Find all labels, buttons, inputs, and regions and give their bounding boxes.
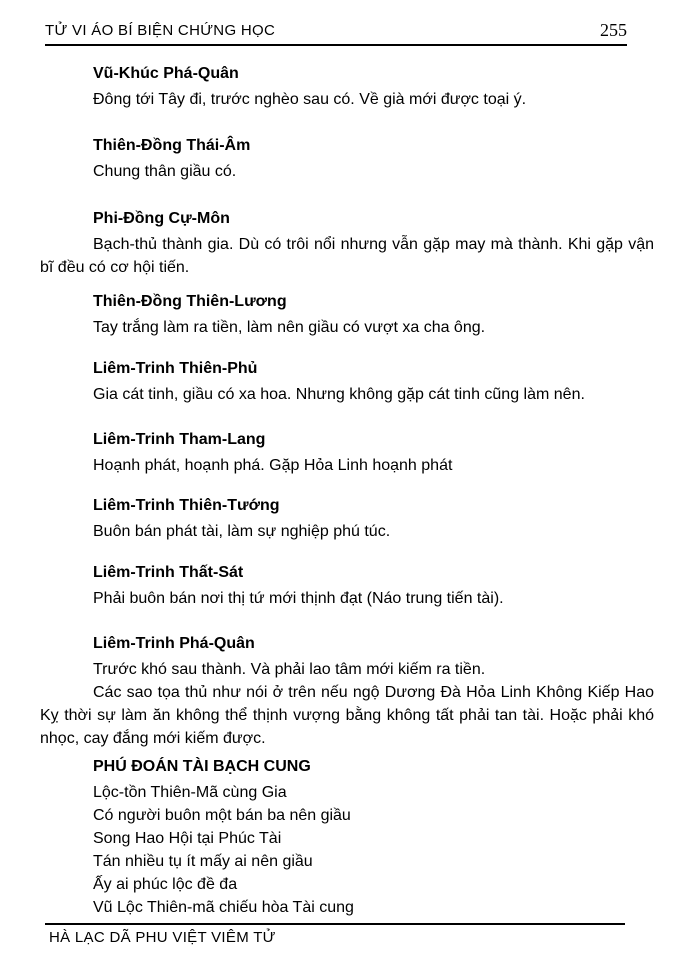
section-heading: Liêm-Trinh Thất-Sát: [93, 564, 244, 581]
verse-line: Lộc-tồn Thiên-Mã cùng Gia: [93, 784, 287, 801]
section-paragraph: Đông tới Tây đi, trước nghèo sau có. Về già mới được toại ý.: [93, 91, 527, 108]
section-paragraph: Các sao tọa thủ như nói ở trên nếu ngộ Dương Đà Hỏa Linh Không Kiếp Hao Kỵ thời sự làm ăn không thể thịnh vượng bằng không tất phải tan tài. Hoặc phải khó nhọc, cay đắng mới kiếm được.: [40, 684, 654, 747]
section-liem-trinh-tham-lang: [40, 428, 654, 477]
section-liem-trinh-thien-phu: [40, 357, 654, 406]
section-heading: Liêm-Trinh Phá-Quân: [93, 635, 255, 652]
section-heading: Phi-Đồng Cự-Môn: [93, 210, 230, 227]
section-liem-trinh-thien-tuong: [40, 494, 654, 543]
running-title: TỬ VI ÁO BÍ BIỆN CHỨNG HỌC: [45, 22, 276, 39]
section-paragraph: Hoạnh phát, hoạnh phá. Gặp Hỏa Linh hoạnh phát: [93, 457, 453, 474]
page-content: [40, 62, 654, 919]
footer-author: HÀ LẠC DÃ PHU VIỆT VIÊM TỬ: [49, 929, 276, 946]
section-paragraph: Tay trắng làm ra tiền, làm nên giầu có vượt xa cha ông.: [93, 319, 486, 336]
verse-line: Vũ Lộc Thiên-mã chiếu hòa Tài cung: [93, 899, 354, 916]
verse-line: Tán nhiều tụ ít mấy ai nên giầu: [93, 853, 313, 870]
section-liem-trinh-pha-quan: [40, 632, 654, 750]
verse-line: Ấy ai phúc lộc đề đa: [93, 876, 238, 893]
phu-heading: PHÚ ĐOÁN TÀI BẠCH CUNG: [93, 758, 311, 775]
section-phi-dong-cu-mon: [40, 207, 654, 279]
section-paragraph: Gia cát tinh, giầu có xa hoa. Nhưng không gặp cát tinh cũng làm nên.: [93, 386, 585, 403]
section-heading: Liêm-Trinh Tham-Lang: [93, 431, 266, 448]
verse-line: Có người buôn một bán ba nên giầu: [93, 807, 351, 824]
section-heading: Liêm-Trinh Thiên-Tướng: [93, 497, 280, 514]
verse-line: Song Hao Hội tại Phúc Tài: [93, 830, 282, 847]
section-paragraph: Chung thân giầu có.: [93, 163, 237, 180]
section-heading: Liêm-Trinh Thiên-Phủ: [93, 360, 258, 377]
section-paragraph: Trước khó sau thành. Và phải lao tâm mới kiếm ra tiền.: [93, 661, 486, 678]
section-liem-trinh-that-sat: [40, 561, 654, 610]
section-phu-doan-tai-bach-cung: [40, 755, 654, 919]
page-footer: [45, 923, 625, 947]
section-paragraph: Buôn bán phát tài, làm sự nghiệp phú túc.: [93, 523, 391, 540]
section-vu-khuc-pha-quan: [40, 62, 654, 111]
section-paragraph: Bạch-thủ thành gia. Dù có trôi nổi nhưng vẫn gặp may mà thành. Khi gặp vận bĩ đều có cơ hội tiến.: [40, 236, 654, 276]
section-heading: Thiên-Đồng Thái-Âm: [93, 137, 251, 154]
section-paragraph: Phải buôn bán nơi thị tứ mới thịnh đạt (Náo trung tiến tài).: [93, 590, 504, 607]
page-header: [45, 21, 627, 46]
section-heading: Vũ-Khúc Phá-Quân: [93, 65, 239, 82]
section-thien-dong-thien-luong: [40, 290, 654, 339]
page-number: 255: [600, 20, 627, 40]
section-heading: Thiên-Đồng Thiên-Lương: [93, 293, 287, 310]
section-thien-dong-thai-am: [40, 134, 654, 183]
